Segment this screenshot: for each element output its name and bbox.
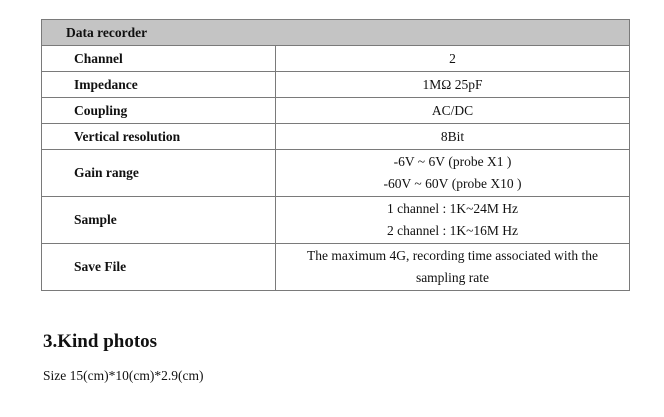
row-value-line: 1 channel : 1K~24M Hz xyxy=(386,201,519,216)
row-label: Channel xyxy=(42,46,276,72)
table-row-save-file xyxy=(42,244,630,291)
row-label: Save File xyxy=(42,244,276,291)
table-row-vertical-resolution xyxy=(42,124,630,150)
table-row-gain-range xyxy=(42,150,630,197)
section-title: 3.Kind photos xyxy=(43,331,158,352)
row-label: Impedance xyxy=(42,72,276,98)
row-label: Vertical resolution xyxy=(42,124,276,150)
table-header-row xyxy=(42,20,630,46)
row-value-line: sampling rate xyxy=(415,270,490,285)
row-value xyxy=(276,46,630,72)
row-value-line: The maximum 4G, recording time associated with the xyxy=(307,248,598,263)
row-value-line: AC/DC xyxy=(431,103,474,118)
row-value xyxy=(276,244,630,291)
row-label: Gain range xyxy=(42,150,276,197)
row-value xyxy=(276,124,630,150)
row-value xyxy=(276,98,630,124)
row-label: Coupling xyxy=(42,98,276,124)
row-value xyxy=(276,150,630,197)
table-row-sample xyxy=(42,197,630,244)
row-value-line: 2 channel : 1K~16M Hz xyxy=(386,223,519,238)
row-value xyxy=(276,72,630,98)
row-value-line: 2 xyxy=(449,51,456,66)
table-row-channel xyxy=(42,46,630,72)
spec-table xyxy=(41,19,630,291)
row-value-line: -6V ~ 6V (probe X1 ) xyxy=(393,154,512,169)
row-value-line: -60V ~ 60V (probe X10 ) xyxy=(383,176,522,191)
row-value-line: 1MΩ 25pF xyxy=(422,77,483,92)
row-value xyxy=(276,197,630,244)
row-value-line: 8Bit xyxy=(440,129,465,144)
size-text: Size 15(cm)*10(cm)*2.9(cm) xyxy=(43,368,204,383)
table-row-coupling xyxy=(42,98,630,124)
row-label: Sample xyxy=(42,197,276,244)
table-row-impedance xyxy=(42,72,630,98)
table-header: Data recorder xyxy=(42,20,630,46)
